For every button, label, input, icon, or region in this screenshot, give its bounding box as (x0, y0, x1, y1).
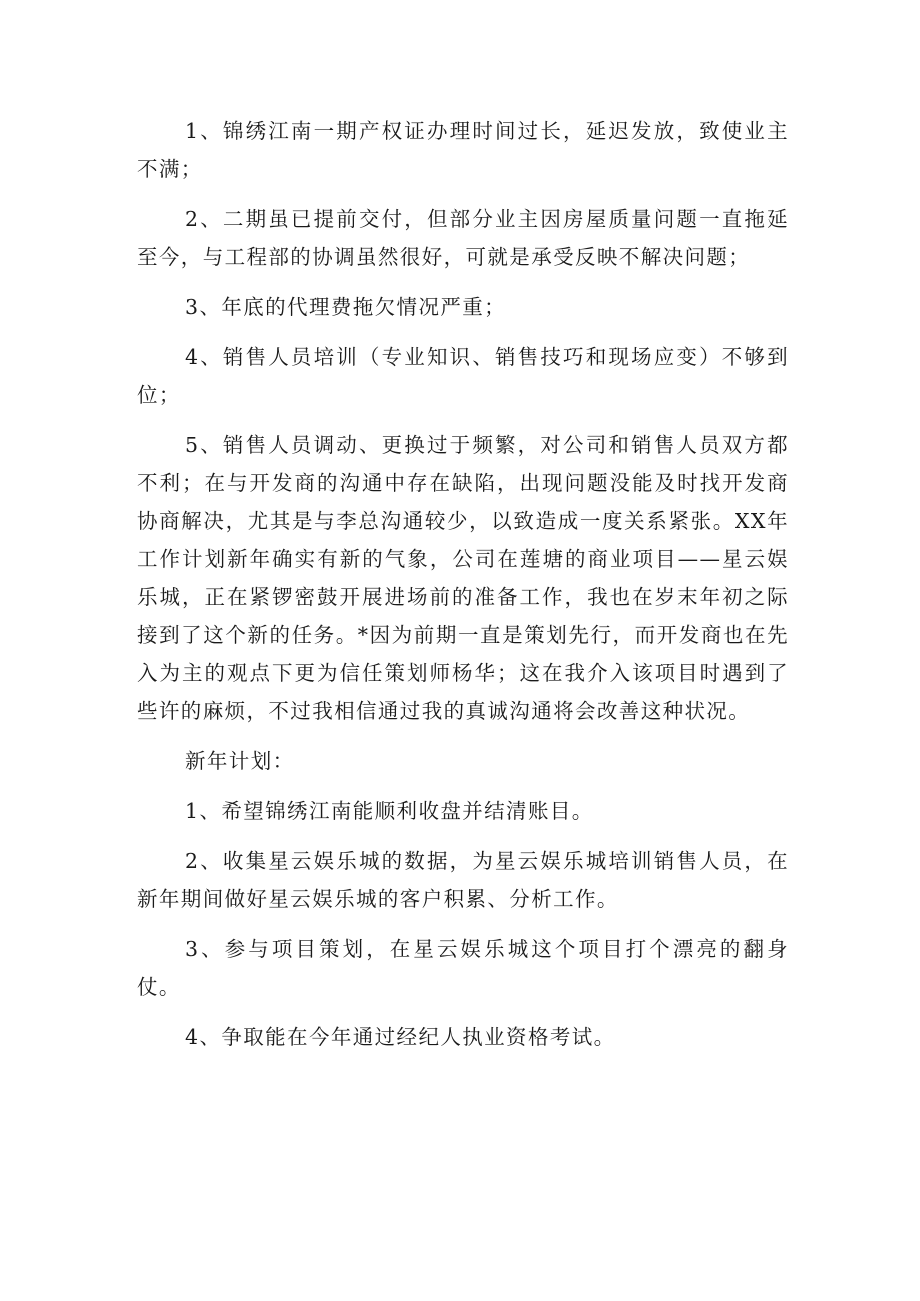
document-body (137, 112, 789, 1068)
paragraph-issue-2: 2、二期虽已提前交付，但部分业主因房屋质量问题一直拖延至今，与工程部的协调虽然很好，可就是承受反映不解决问题； (137, 207, 789, 269)
paragraph-issue-4: 4、销售人员培训（专业知识、销售技巧和现场应变）不够到位； (137, 345, 789, 407)
paragraph-plan-4: 4、争取能在今年通过经纪人执业资格考试。 (185, 1025, 616, 1049)
paragraph-plan-1: 1、希望锦绣江南能顺利收盘并结清账目。 (185, 799, 594, 823)
paragraph-issue-1: 1、锦绣江南一期产权证办理时间过长，延迟发放，致使业主不满； (137, 119, 789, 181)
paragraph-plan-2: 2、收集星云娱乐城的数据，为星云娱乐城培训销售人员，在新年期间做好星云娱乐城的客户积累、分析工作。 (137, 849, 789, 911)
paragraph-plan-3: 3、参与项目策划，在星云娱乐城这个项目打个漂亮的翻身仗。 (137, 937, 789, 999)
paragraph-issue-3: 3、年底的代理费拖欠情况严重； (185, 295, 507, 319)
paragraph-issue-5: 5、销售人员调动、更换过于频繁，对公司和销售人员双方都不利；在与开发商的沟通中存在缺陷，出现问题没能及时找开发商协商解决，尤其是与李总沟通较少，以致造成一度关系紧张。XX年工作计划新年确实有新的气象，公司在莲塘的商业项目——星云娱乐城，正在紧锣密鼓开展进场前的准备工作，我也在岁末年初之际接到了这个新的任务。*因为前期一直是策划先行，而开发商也在先入为主的观点下更为信任策划师杨华；这在我介入该项目时遇到了些许的麻烦，不过我相信通过我的真诚沟通将会改善这种状况。 (137, 433, 789, 723)
plan-heading: 新年计划： (185, 749, 295, 773)
